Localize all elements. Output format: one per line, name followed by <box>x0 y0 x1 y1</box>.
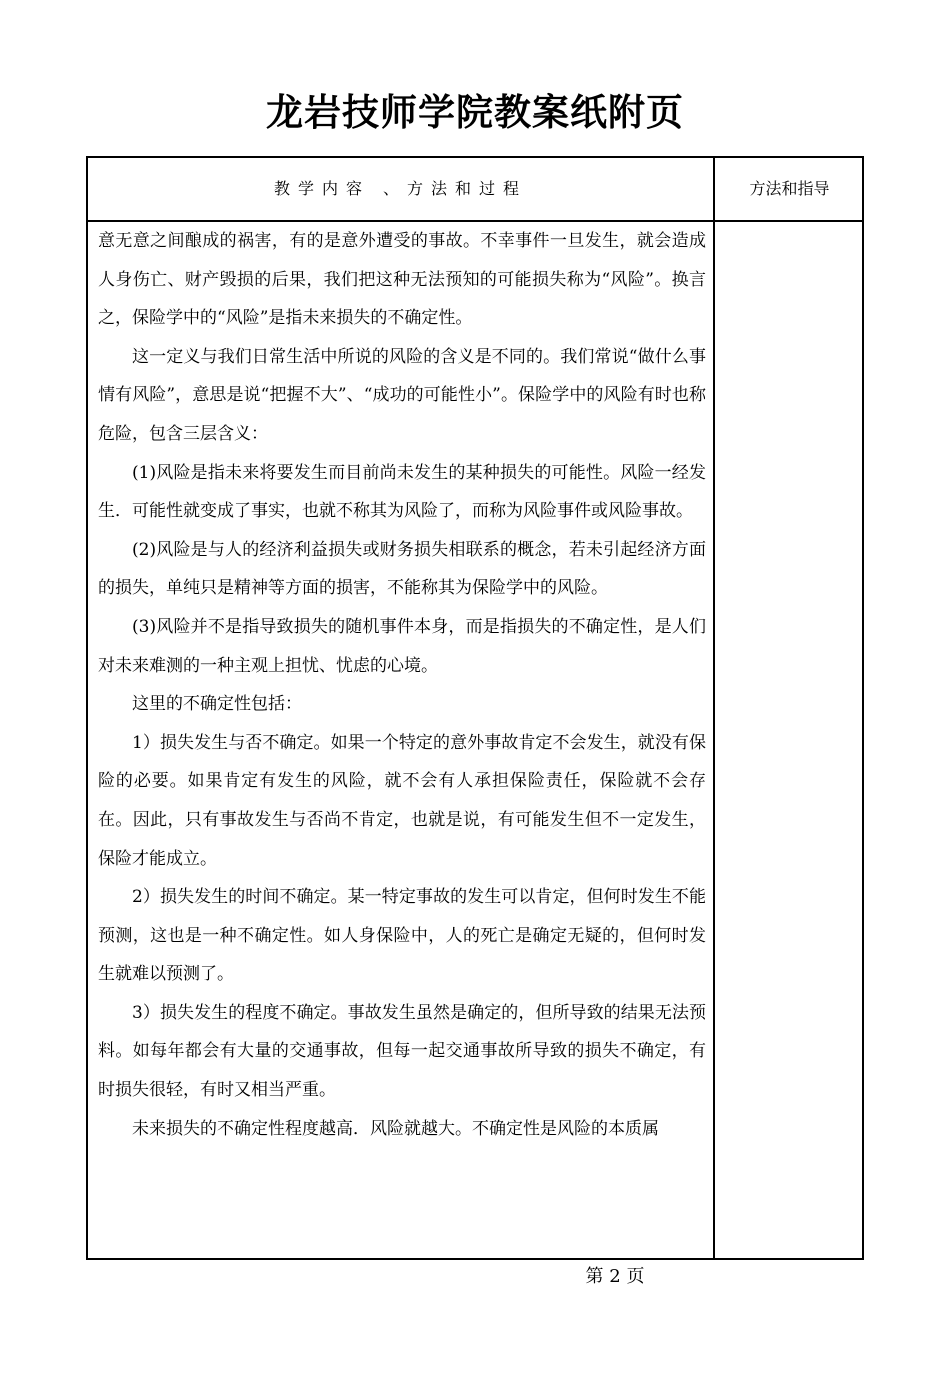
paragraph-10: 未来损失的不确定性程度越高．风险就越大。不确定性是风险的本质属 <box>132 1118 659 1139</box>
content-column-header: 教学内容 、方法和过程 <box>273 179 528 198</box>
paragraph-4: (2)风险是与人的经济利益损失或财务损失相联系的概念，若未引起经济方面的损失，单纯只是精神等方面的损害，不能称其为保险学中的风险。 <box>98 539 706 599</box>
paragraph-2: 这一定义与我们日常生活中所说的风险的含义是不同的。我们常说“做什么事情有风险”，意思是说“把握不大”、“成功的可能性小”。保险学中的风险有时也称危险，包含三层含义： <box>98 346 706 444</box>
page-title: 龙岩技师学院教案纸附页 <box>266 91 684 134</box>
paragraph-5: (3)风险并不是指导致损失的随机事件本身，而是指损失的不确定性，是人们对未来难测的一种主观上担忧、忧虑的心境。 <box>98 616 706 676</box>
paragraph-1: 意无意之间酿成的祸害，有的是意外遭受的事故。不幸事件一旦发生，就会造成人身伤亡、财产毁损的后果，我们把这种无法预知的可能损失称为“风险”。换言之，保险学中的“风险”是指未来损失的不确定性。 <box>98 231 706 329</box>
paragraph-7: 1）损失发生与否不确定。如果一个特定的意外事故肯定不会发生，就没有保险的必要。如果肯定有发生的风险，就不会有人承担保险责任，保险就不会存在。因此，只有事故发生与否尚不肯定，也就是说，有可能发生但不一定发生，保险才能成立。 <box>98 732 706 869</box>
column-divider <box>713 158 715 1258</box>
lesson-plan-table <box>86 156 864 1260</box>
paragraph-3: (1)风险是指未来将要发生而目前尚未发生的某种损失的可能性。风险一经发生．可能性就变成了事实，也就不称其为风险了，而称为风险事件或风险事故。 <box>98 462 706 522</box>
page-number: 第 2 页 <box>585 1266 645 1287</box>
paragraph-8: 2）损失发生的时间不确定。某一特定事故的发生可以肯定，但何时发生不能预测，这也是一种不确定性。如人身保险中，人的死亡是确定无疑的，但何时发生就难以预测了。 <box>98 887 706 985</box>
paragraph-6: 这里的不确定性包括： <box>132 694 302 715</box>
paragraph-9: 3）损失发生的程度不确定。事故发生虽然是确定的，但所导致的结果无法预料。如每年都会有大量的交通事故，但每一起交通事故所导致的损失不确定，有时损失很轻，有时又相当严重。 <box>98 1002 706 1101</box>
method-column-header: 方法和指导 <box>749 179 830 198</box>
lesson-content <box>98 222 706 1148</box>
